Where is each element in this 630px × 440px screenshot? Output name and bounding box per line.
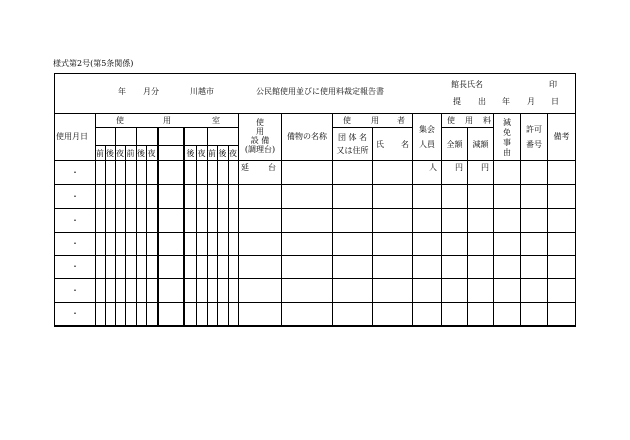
- date-dot: ・: [71, 216, 79, 225]
- col-user-2: 用: [371, 116, 379, 125]
- col-person-name-1: 氏: [376, 140, 384, 149]
- slot-label: 夜: [147, 149, 156, 158]
- col-equipment-name: 備物の名称: [287, 132, 327, 141]
- date-dot: ・: [71, 309, 79, 318]
- col-person-name-2: 名: [401, 140, 409, 149]
- table-border-right: [575, 73, 576, 326]
- row-line: [54, 278, 576, 279]
- slot-line: [146, 145, 147, 326]
- row-line: [54, 302, 576, 303]
- room-header-line: [95, 127, 238, 128]
- col-remarks: 備考: [553, 132, 570, 141]
- slot-label: 夜: [229, 149, 237, 158]
- table-border-bottom: [54, 325, 576, 327]
- date-dot: ・: [71, 192, 79, 201]
- column-header-bottom: [54, 160, 576, 161]
- col-room-2: 用: [163, 116, 171, 125]
- seal-mark: 印: [549, 80, 557, 89]
- col-line: [547, 113, 548, 326]
- row-line: [54, 232, 576, 233]
- col-user-1: 使: [343, 116, 351, 125]
- fee-reduction-unit: 円: [481, 163, 489, 172]
- report-title: 公民館使用並びに使用料裁定報告書: [256, 87, 384, 96]
- facility-unit-2: 台: [268, 163, 276, 172]
- col-fee-1: 使: [447, 116, 455, 125]
- slot-line: [217, 145, 218, 326]
- date-dot: ・: [71, 168, 79, 177]
- slot-label: 前: [208, 149, 216, 158]
- submit-month: 月: [527, 97, 535, 106]
- col-fee-3: 料: [483, 116, 491, 125]
- col-room-3: 室: [212, 116, 220, 125]
- slot-label: 夜: [116, 149, 124, 158]
- col-line: [372, 127, 373, 326]
- date-dot: ・: [71, 286, 79, 295]
- col-usage-date: 使用月日: [56, 132, 88, 141]
- slot-label: 後: [218, 149, 227, 158]
- thick-separator: [157, 127, 159, 326]
- col-user-3: 者: [397, 116, 405, 125]
- col-line: [95, 113, 96, 326]
- slot-label: 前: [126, 149, 135, 158]
- submit-label-2: 出: [478, 97, 486, 106]
- col-facility-2: 用: [256, 127, 264, 136]
- col-line: [281, 113, 282, 326]
- date-dot: ・: [71, 239, 79, 248]
- header-month-period: 月分: [143, 87, 159, 96]
- col-line: [493, 113, 494, 326]
- header-city: 川越市: [190, 87, 214, 96]
- slot-label: 後: [137, 149, 145, 158]
- col-org-address: 又は住所: [336, 146, 369, 155]
- slot-label: 夜: [197, 149, 206, 158]
- slot-label: 後: [106, 149, 114, 158]
- fee-total-unit: 円: [455, 163, 463, 172]
- submit-label: 提: [453, 97, 461, 106]
- col-attendance-2: 人員: [419, 140, 435, 149]
- col-exemption-reason: 減免事由: [503, 118, 511, 157]
- col-facility-3: 設 備: [250, 136, 270, 145]
- col-permit-2: 番号: [526, 140, 542, 149]
- slot-line: [196, 145, 197, 326]
- submit-year: 年: [502, 97, 510, 106]
- director-name-label: 館長氏名: [451, 80, 483, 89]
- facility-unit-1: 延: [241, 163, 249, 172]
- col-attendance-1: 集会: [419, 125, 435, 134]
- col-org-name: 団 体 名: [337, 133, 368, 142]
- slot-label: 前: [96, 149, 104, 158]
- slot-line: [125, 145, 126, 326]
- row-line: [54, 184, 576, 185]
- table-border-left: [54, 73, 55, 326]
- col-facility-4: (調理台): [244, 145, 276, 154]
- col-fee-total: 全額: [446, 140, 463, 149]
- form-id: 様式第2号(第5条関係): [53, 59, 134, 68]
- col-line: [467, 127, 468, 326]
- col-permit-1: 許可: [526, 125, 542, 134]
- col-room-1: 使: [116, 116, 124, 125]
- slot-label: 後: [186, 149, 195, 158]
- slot-line: [228, 145, 229, 326]
- slot-line: [105, 145, 106, 326]
- submit-day: 日: [551, 97, 559, 106]
- attendance-unit: 人: [429, 163, 437, 172]
- date-dot: ・: [71, 262, 79, 271]
- row-line: [54, 255, 576, 256]
- row-line: [54, 208, 576, 209]
- col-fee-2: 用: [465, 116, 473, 125]
- col-fee-reduction: 減額: [472, 140, 489, 149]
- header-year: 年: [118, 87, 126, 96]
- header-divider: [54, 113, 576, 114]
- col-facility-1: 使: [256, 118, 264, 127]
- col-line: [332, 113, 333, 326]
- table-border-top: [54, 73, 576, 74]
